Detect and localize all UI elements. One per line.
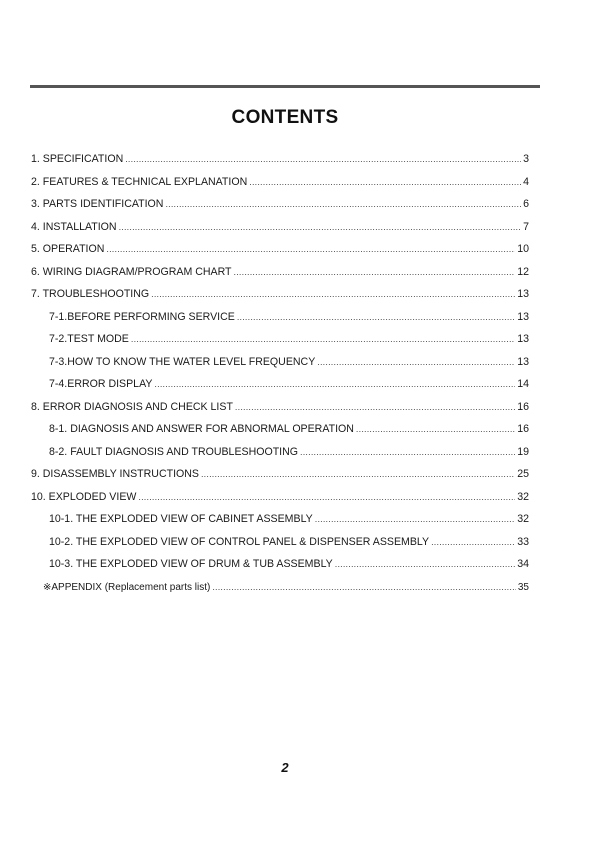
dot-leader xyxy=(131,331,515,347)
toc-entry-page: 10 xyxy=(517,243,529,255)
page-title: CONTENTS xyxy=(231,107,339,128)
toc-entry-label: 7-4.ERROR DISPLAY xyxy=(49,378,153,390)
toc-entry-abnormal-operation[interactable] xyxy=(31,421,529,444)
dot-leader xyxy=(201,466,515,482)
page-number: 2 xyxy=(281,760,289,775)
dot-leader xyxy=(315,511,515,527)
toc-entry-page: 14 xyxy=(517,378,529,390)
toc-entry-label: 8-1. DIAGNOSIS AND ANSWER FOR ABNORMAL OPERATION xyxy=(49,423,354,435)
toc-entry-page: 33 xyxy=(517,535,529,548)
toc-entry-specification[interactable] xyxy=(31,151,529,174)
toc-entry-page: 34 xyxy=(517,558,529,570)
toc-entry-wiring-diagram[interactable] xyxy=(31,264,529,287)
toc-entry-label: 7-1.BEFORE PERFORMING SERVICE xyxy=(49,310,235,323)
toc-entry-page: 7 xyxy=(523,220,529,233)
toc-entry-page: 3 xyxy=(523,153,529,165)
toc-entry-operation[interactable] xyxy=(31,241,529,264)
toc-entry-label: 2. FEATURES & TECHNICAL EXPLANATION xyxy=(31,175,248,188)
toc-entry-disassembly-instructions[interactable] xyxy=(31,466,529,489)
toc-entry-installation[interactable] xyxy=(31,219,529,242)
dot-leader xyxy=(249,174,521,190)
toc-entry-page: 12 xyxy=(517,265,529,278)
toc-entry-page: 13 xyxy=(517,333,529,345)
dot-leader xyxy=(125,151,521,167)
toc-entry-label: 10-1. THE EXPLODED VIEW OF CABINET ASSEMBLY xyxy=(49,513,313,525)
toc-entry-page: 16 xyxy=(517,423,529,435)
toc-entry-label: 8-2. FAULT DIAGNOSIS AND TROUBLESHOOTING xyxy=(49,445,299,458)
toc-entry-page: 19 xyxy=(517,445,529,458)
dot-leader xyxy=(300,444,515,460)
toc-entry-label: 8. ERROR DIAGNOSIS AND CHECK LIST xyxy=(31,400,233,413)
toc-entry-page: 13 xyxy=(517,310,529,323)
toc-entry-label: 10. EXPLODED VIEW xyxy=(31,490,137,503)
toc-entry-page: 13 xyxy=(517,355,529,368)
toc-entry-features[interactable] xyxy=(31,174,529,197)
toc-entry-drum-tub-assembly[interactable] xyxy=(31,556,529,579)
dot-leader xyxy=(234,264,516,280)
toc-entry-error-diagnosis[interactable] xyxy=(31,399,529,422)
toc-entry-page: 32 xyxy=(517,513,529,525)
dot-leader xyxy=(235,399,515,415)
toc-entry-page: 16 xyxy=(517,400,529,413)
toc-entry-page: 25 xyxy=(517,468,529,480)
toc-entry-page: 32 xyxy=(517,490,529,503)
toc-entry-water-level-frequency[interactable] xyxy=(31,354,529,377)
dot-leader xyxy=(335,556,515,572)
toc-entry-label: 3. PARTS IDENTIFICATION xyxy=(31,198,164,210)
toc-entry-exploded-view[interactable] xyxy=(31,489,529,512)
toc-entry-label: ※APPENDIX (Replacement parts list) xyxy=(43,581,211,593)
toc-entry-before-performing-service[interactable] xyxy=(31,309,529,332)
toc-entry-test-mode[interactable] xyxy=(31,331,529,354)
toc-entry-appendix[interactable] xyxy=(31,579,529,602)
toc-entry-error-display[interactable] xyxy=(31,376,529,399)
toc-entry-label: 10-2. THE EXPLODED VIEW OF CONTROL PANEL & DISPENSER ASSEMBLY xyxy=(49,535,430,548)
toc-entry-page: 35 xyxy=(517,581,529,593)
dot-leader xyxy=(317,354,515,370)
dot-leader xyxy=(138,489,515,505)
dot-leader xyxy=(165,196,521,212)
dot-leader xyxy=(154,376,515,392)
toc-entry-label: 4. INSTALLATION xyxy=(31,220,117,233)
dot-leader xyxy=(119,219,522,235)
toc-entry-label: 1. SPECIFICATION xyxy=(31,153,124,165)
dot-leader xyxy=(151,286,515,302)
dot-leader xyxy=(106,241,515,257)
toc-entry-label: 7-3.HOW TO KNOW THE WATER LEVEL FREQUENCY xyxy=(49,355,316,368)
toc-entry-cabinet-assembly[interactable] xyxy=(31,511,529,534)
toc-entry-label: 7. TROUBLESHOOTING xyxy=(31,288,150,300)
toc-entry-fault-diagnosis[interactable] xyxy=(31,444,529,467)
toc-entry-label: 9. DISASSEMBLY INSTRUCTIONS xyxy=(31,468,199,480)
toc-entry-label: 5. OPERATION xyxy=(31,243,105,255)
dot-leader xyxy=(237,309,515,325)
dot-leader xyxy=(431,534,515,550)
toc-entry-label: 10-3. THE EXPLODED VIEW OF DRUM & TUB ASSEMBLY xyxy=(49,558,333,570)
dot-leader xyxy=(356,421,515,437)
toc-entry-control-panel-assembly[interactable] xyxy=(31,534,529,557)
toc-entry-page: 13 xyxy=(517,288,529,300)
dot-leader xyxy=(212,579,516,595)
toc-entry-page: 4 xyxy=(523,175,529,188)
toc-entry-label: 6. WIRING DIAGRAM/PROGRAM CHART xyxy=(31,265,232,278)
toc-entry-label: 7-2.TEST MODE xyxy=(49,333,129,345)
toc-entry-page: 6 xyxy=(523,198,529,210)
toc-entry-parts-identification[interactable] xyxy=(31,196,529,219)
header-rule xyxy=(30,85,540,88)
table-of-contents xyxy=(31,151,529,601)
toc-entry-troubleshooting[interactable] xyxy=(31,286,529,309)
